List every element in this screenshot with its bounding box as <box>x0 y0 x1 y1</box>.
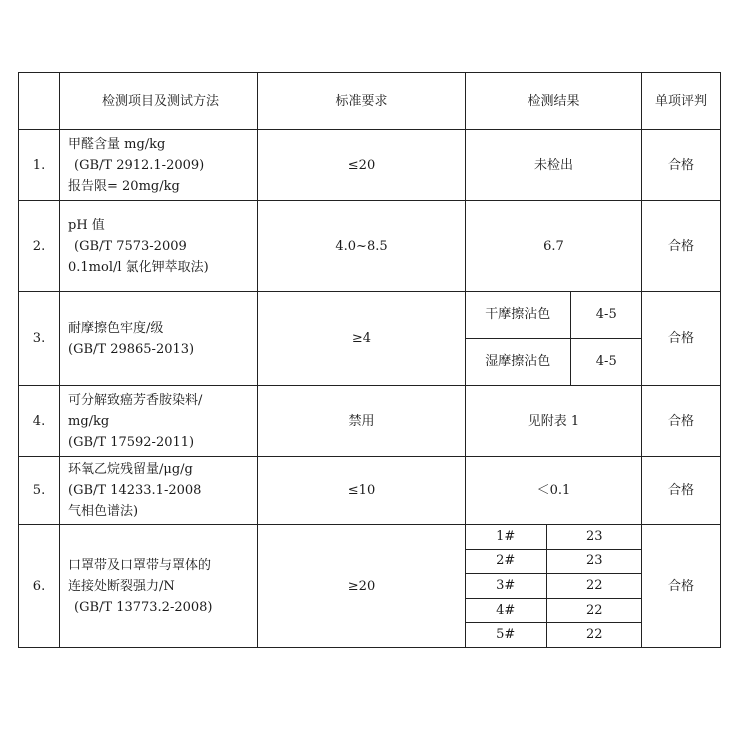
row-number: 5. <box>19 457 60 525</box>
standard-value: 4.0~8.5 <box>258 201 466 292</box>
rub-fastness-subtable <box>466 292 642 385</box>
row-number: 1. <box>19 130 60 201</box>
item-line: 气相色谱法) <box>68 504 139 519</box>
result-value: 见附表 1 <box>466 386 642 457</box>
item-line: 可分解致癌芳香胺染料/ <box>68 392 203 408</box>
result-value: ＜0.1 <box>466 457 642 525</box>
test-item <box>60 292 258 386</box>
test-item <box>60 130 258 201</box>
item-line: 口罩带及口罩带与罩体的 <box>68 557 212 573</box>
test-report-table <box>18 72 721 648</box>
result-value: 6.7 <box>466 201 642 292</box>
standard-value: ≥20 <box>258 525 466 648</box>
item-line: 甲醛含量 mg/kg <box>68 136 166 152</box>
verdict-value: 合格 <box>642 201 721 292</box>
row-number: 3. <box>19 292 60 386</box>
header-row <box>19 73 721 130</box>
item-line: (GB/T 7573-2009 <box>74 238 187 254</box>
verdict-value: 合格 <box>642 525 721 648</box>
sample-value: 23 <box>546 525 642 549</box>
row-number: 6. <box>19 525 60 648</box>
result-value: 未检出 <box>466 130 642 201</box>
standard-value: ≥4 <box>258 292 466 386</box>
standard-value: ≤10 <box>258 457 466 525</box>
sample-label: 4# <box>466 598 546 623</box>
table-row <box>19 292 721 386</box>
sample-label: 5# <box>466 623 546 647</box>
table-row <box>19 386 721 457</box>
sub-label: 湿摩擦沾色 <box>466 339 570 386</box>
sample-label: 1# <box>466 525 546 549</box>
item-line: (GB/T 14233.1-2008 <box>68 483 202 498</box>
header-item: 检测项目及测试方法 <box>60 73 258 130</box>
sample-value: 22 <box>546 598 642 623</box>
header-no <box>19 73 60 130</box>
item-line: (GB/T 17592-2011) <box>68 434 195 450</box>
sub-value: 4-5 <box>595 354 617 369</box>
sample-label: 2# <box>466 549 546 574</box>
item-line: (GB/T 13773.2-2008) <box>74 599 213 615</box>
verdict-value: 合格 <box>642 386 721 457</box>
sample-label: 3# <box>466 574 546 599</box>
table-row <box>19 457 721 525</box>
sub-label: 干摩擦沾色 <box>466 292 570 339</box>
sample-value: 23 <box>546 549 642 574</box>
test-item <box>60 201 258 292</box>
item-line: (GB/T 29865-2013) <box>68 341 195 357</box>
test-item <box>60 525 258 648</box>
item-line: 0.1mol/l 氯化钾萃取法) <box>68 259 209 275</box>
test-item <box>60 457 258 525</box>
header-standard: 标准要求 <box>258 73 466 130</box>
verdict-value: 合格 <box>642 292 721 386</box>
row-number: 4. <box>19 386 60 457</box>
item-line: mg/kg <box>68 413 110 429</box>
verdict-value: 合格 <box>642 130 721 201</box>
table-row <box>19 130 721 201</box>
verdict-value: 合格 <box>642 457 721 525</box>
breaking-strength-subtable <box>466 525 642 647</box>
header-result: 检测结果 <box>466 73 642 130</box>
item-line: pH 值 <box>68 217 105 233</box>
item-line: 耐摩擦色牢度/级 <box>68 320 164 336</box>
item-line: 报告限= 20mg/kg <box>68 178 180 194</box>
table-row <box>19 201 721 292</box>
test-item <box>60 386 258 457</box>
table-row <box>19 525 721 648</box>
row-number: 2. <box>19 201 60 292</box>
result-subtable-cell <box>466 525 642 648</box>
sample-value: 22 <box>585 627 603 643</box>
item-line: (GB/T 2912.1-2009) <box>74 157 205 173</box>
item-line: 连接处断裂强力/N <box>68 578 175 594</box>
standard-value: ≤20 <box>258 130 466 201</box>
standard-value: 禁用 <box>258 386 466 457</box>
item-line: 环氧乙烷残留量/μg/g <box>68 462 193 477</box>
result-subtable-cell <box>466 292 642 386</box>
sub-value: 4-5 <box>570 292 642 339</box>
sample-value: 22 <box>546 574 642 599</box>
header-verdict: 单项评判 <box>642 73 721 130</box>
